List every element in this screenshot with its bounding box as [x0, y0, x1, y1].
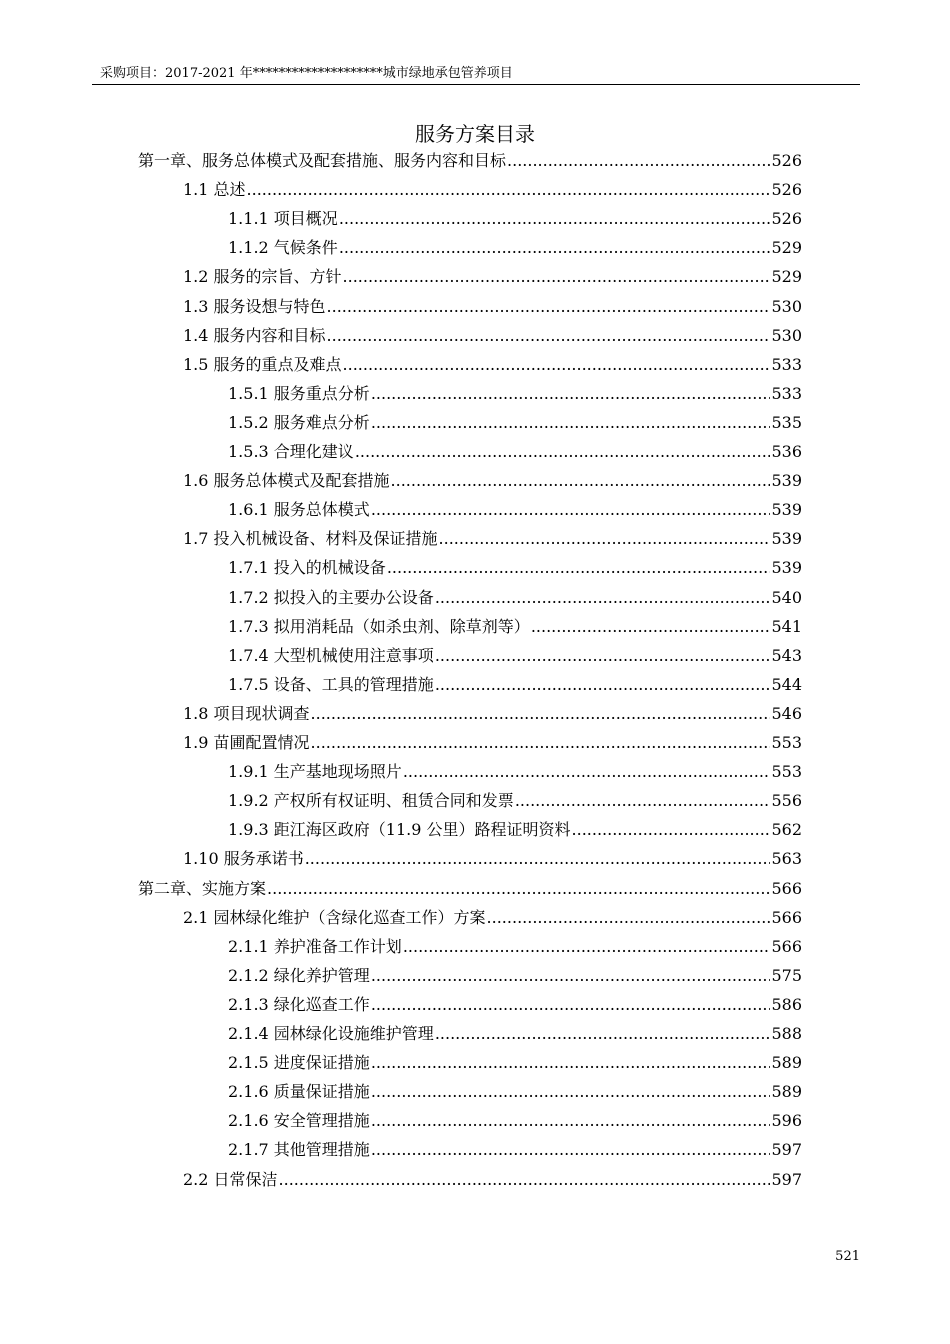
toc-dot-leader	[435, 588, 771, 608]
toc-entry-page: 562	[771, 820, 802, 840]
toc-entry-page: 566	[771, 907, 802, 927]
toc-entry-page: 597	[771, 1140, 802, 1160]
toc-entry-page: 556	[771, 791, 802, 811]
toc-entry[interactable]	[183, 291, 802, 317]
toc-dot-leader	[371, 500, 771, 520]
toc-entry[interactable]	[183, 1164, 802, 1190]
toc-entry-label: 2.1.3 绿化巡查工作	[228, 994, 370, 1014]
toc-entry[interactable]	[228, 785, 802, 811]
toc-dot-leader	[371, 1111, 771, 1131]
toc-entry[interactable]	[228, 232, 802, 258]
toc-entry[interactable]	[183, 465, 802, 491]
toc-entry-label: 1.6.1 服务总体模式	[228, 500, 370, 520]
toc-dot-leader	[507, 151, 770, 171]
toc-entry-label: 1.7.5 设备、工具的管理措施	[228, 674, 434, 694]
toc-entry-page: 566	[771, 936, 802, 956]
toc-entry[interactable]	[228, 611, 802, 637]
toc-entry-label: 1.1 总述	[183, 180, 246, 200]
toc-entry-label: 1.2 服务的宗旨、方针	[183, 267, 342, 287]
toc-dot-leader	[371, 413, 771, 433]
toc-entry-page: 539	[771, 558, 802, 578]
toc-entry-page: 526	[771, 209, 802, 229]
toc-dot-leader	[279, 1170, 771, 1190]
toc-entry-page: 529	[771, 267, 802, 287]
toc-dot-leader	[391, 471, 771, 491]
toc-entry[interactable]	[228, 552, 802, 578]
page-number: 521	[835, 1249, 860, 1264]
toc-entry-page: 588	[771, 1024, 802, 1043]
toc-entry-page: 596	[771, 1111, 802, 1131]
toc-entry-label: 2.1.6 安全管理措施	[228, 1111, 370, 1131]
toc-entry[interactable]	[228, 960, 802, 986]
toc-entry-page: 589	[771, 1053, 802, 1073]
toc-dot-leader	[403, 937, 771, 957]
toc-entry[interactable]	[228, 1105, 802, 1131]
toc-dot-leader	[339, 238, 771, 258]
toc-entry[interactable]	[228, 378, 802, 404]
toc-entry-page: 539	[771, 529, 802, 549]
toc-entry[interactable]	[228, 669, 802, 695]
toc-entry-page: 589	[771, 1082, 802, 1102]
toc-entry-label: 1.3 服务设想与特色	[183, 296, 326, 316]
toc-dot-leader	[515, 791, 771, 811]
toc-entry-label: 2.1.5 进度保证措施	[228, 1053, 370, 1073]
toc-dot-leader	[343, 355, 771, 375]
toc-entry-label: 1.5 服务的重点及难点	[183, 354, 342, 374]
toc-entry[interactable]	[138, 873, 802, 899]
toc-entry[interactable]	[183, 902, 802, 928]
toc-entry[interactable]	[138, 145, 802, 171]
toc-entry[interactable]	[228, 989, 802, 1015]
toc-dot-leader	[435, 1024, 771, 1044]
toc-entry[interactable]	[228, 756, 802, 782]
toc-entry[interactable]	[183, 174, 802, 200]
toc-entry-page: 526	[771, 151, 802, 170]
header-rule	[92, 84, 860, 85]
toc-entry-page: 540	[771, 587, 802, 607]
toc-dot-leader	[371, 1082, 771, 1102]
toc-dot-leader	[311, 733, 771, 753]
toc-entry-page: 546	[771, 703, 802, 723]
toc-entry-label: 1.8 项目现状调查	[183, 703, 310, 723]
toc-entry[interactable]	[228, 407, 802, 433]
toc-entry-page: 530	[771, 296, 802, 316]
toc-entry-label: 1.7 投入机械设备、材料及保证措施	[183, 529, 438, 549]
toc-entry-page: 533	[771, 354, 802, 374]
toc-entry[interactable]	[183, 320, 802, 346]
toc-entry-label: 1.1.1 项目概况	[228, 209, 338, 229]
toc-dot-leader	[371, 1140, 771, 1160]
toc-dot-leader	[531, 617, 771, 637]
toc-entry[interactable]	[183, 843, 802, 869]
toc-entry-page: 563	[771, 849, 802, 869]
toc-entry-label: 1.9.1 生产基地现场照片	[228, 762, 402, 782]
toc-dot-leader	[327, 297, 771, 317]
toc-entry[interactable]	[228, 1047, 802, 1073]
toc-entry[interactable]	[183, 523, 802, 549]
toc-dot-leader	[311, 704, 771, 724]
toc-entry[interactable]	[183, 349, 802, 375]
toc-entry-label: 2.1.7 其他管理措施	[228, 1140, 370, 1160]
toc-dot-leader	[343, 267, 771, 287]
toc-dot-leader	[339, 209, 771, 229]
toc-entry[interactable]	[228, 582, 802, 608]
toc-entry-label: 1.7.2 拟投入的主要办公设备	[228, 587, 434, 607]
toc-entry-label: 1.7.4 大型机械使用注意事项	[228, 645, 434, 665]
toc-entry-page: 539	[771, 471, 802, 491]
toc-dot-leader	[371, 966, 771, 986]
toc-entry[interactable]	[228, 494, 802, 520]
toc-entry-label: 1.5.3 合理化建议	[228, 442, 354, 461]
toc-entry-page: 553	[771, 733, 802, 752]
toc-entry-page: 566	[771, 878, 802, 898]
toc-dot-leader	[327, 326, 771, 346]
toc-entry-page: 533	[771, 383, 802, 403]
toc-entry-page: 543	[771, 645, 802, 665]
toc-entry[interactable]	[183, 727, 802, 753]
toc-dot-leader	[435, 675, 771, 695]
toc-entry-label: 1.9.2 产权所有权证明、租赁合同和发票	[228, 791, 514, 811]
toc-entry-label: 1.1.2 气候条件	[228, 238, 338, 258]
toc-entry-page: 526	[771, 180, 802, 200]
toc-entry-label: 2.2 日常保洁	[183, 1169, 278, 1189]
toc-entry-label: 1.5.2 服务难点分析	[228, 412, 370, 432]
toc-dot-leader	[371, 995, 771, 1015]
toc-entry-label: 1.5.1 服务重点分析	[228, 383, 370, 403]
toc-entry[interactable]	[228, 640, 802, 666]
toc-entry[interactable]	[228, 203, 802, 229]
toc-entry[interactable]	[228, 1076, 802, 1102]
toc-entry-label: 2.1.6 质量保证措施	[228, 1082, 370, 1102]
toc-dot-leader	[439, 529, 771, 549]
toc-entry[interactable]	[228, 814, 802, 840]
toc-entry-label: 1.4 服务内容和目标	[183, 325, 326, 345]
toc-entry[interactable]	[183, 698, 802, 724]
toc-dot-leader	[371, 384, 771, 404]
toc-entry-label: 2.1 园林绿化维护（含绿化巡查工作）方案	[183, 907, 486, 927]
toc-dot-leader	[305, 849, 771, 869]
toc-entry[interactable]	[228, 1018, 802, 1044]
toc-entry-label: 1.6 服务总体模式及配套措施	[183, 471, 390, 491]
toc-entry-label: 1.7.1 投入的机械设备	[228, 558, 386, 578]
toc-entry[interactable]	[228, 1134, 802, 1160]
toc-entry-label: 1.7.3 拟用消耗品（如杀虫剂、除草剂等）	[228, 616, 530, 636]
toc-entry-label: 第一章、服务总体模式及配套措施、服务内容和目标	[138, 151, 507, 170]
toc-entry-page: 575	[771, 965, 802, 985]
toc-entry[interactable]	[183, 261, 802, 287]
toc-entry-page: 544	[771, 674, 802, 694]
toc-entry-page: 586	[771, 994, 802, 1014]
toc-entry-page: 539	[771, 500, 802, 520]
toc-entry-page: 536	[771, 442, 802, 461]
toc-dot-leader	[371, 1053, 771, 1073]
toc-entry-label: 1.9.3 距江海区政府（11.9 公里）路程证明资料	[228, 820, 571, 840]
toc-dot-leader	[487, 908, 771, 928]
toc-entry-page: 535	[771, 412, 802, 432]
toc-dot-leader	[435, 646, 771, 666]
toc-entry-label: 2.1.4 园林绿化设施维护管理	[228, 1024, 434, 1043]
toc-entry-page: 553	[771, 762, 802, 782]
toc-dot-leader	[403, 762, 771, 782]
toc-entry-label: 2.1.2 绿化养护管理	[228, 965, 370, 985]
toc-dot-leader	[355, 442, 771, 462]
document-title: 服务方案目录	[415, 122, 535, 146]
toc-entry-label: 1.10 服务承诺书	[183, 849, 304, 869]
toc-dot-leader	[572, 820, 771, 840]
toc-dot-leader	[387, 558, 771, 578]
toc-entry[interactable]	[228, 931, 802, 957]
page-header: 采购项目：2017-2021 年********************城市绿地承包管养项目	[100, 66, 513, 81]
toc-entry-page: 597	[771, 1169, 802, 1189]
toc-entry[interactable]	[228, 436, 802, 462]
toc-entry-page: 530	[771, 325, 802, 345]
toc-entry-label: 1.9 苗圃配置情况	[183, 733, 310, 752]
toc-dot-leader	[247, 180, 771, 200]
toc-entry-page: 541	[771, 616, 802, 636]
toc-entry-label: 2.1.1 养护准备工作计划	[228, 936, 402, 956]
toc-entry-page: 529	[771, 238, 802, 258]
toc-dot-leader	[267, 879, 770, 899]
toc-entry-label: 第二章、实施方案	[138, 878, 267, 898]
